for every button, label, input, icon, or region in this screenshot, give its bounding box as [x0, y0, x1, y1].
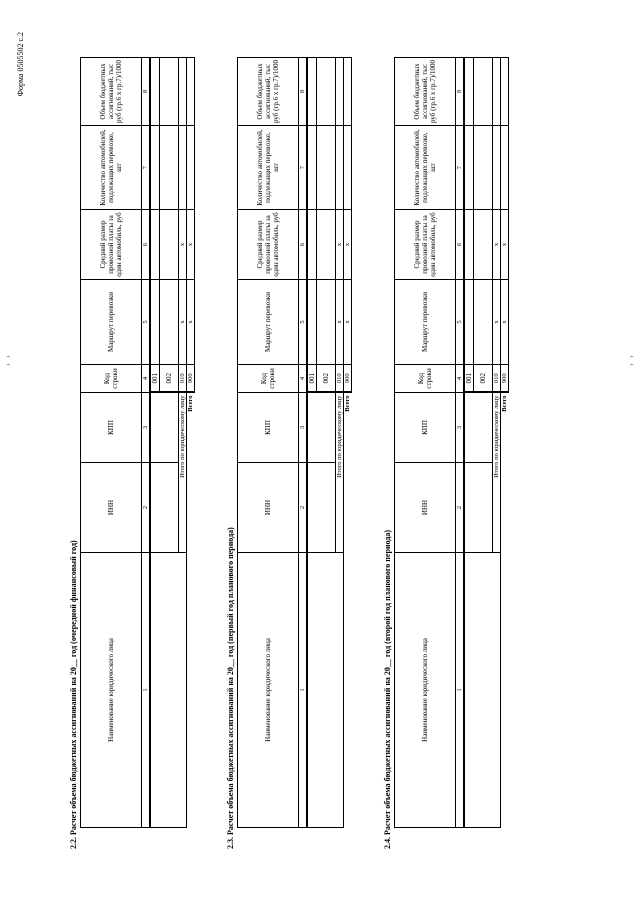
volume-cell[interactable] — [179, 58, 187, 126]
col-number: 4 — [299, 365, 308, 393]
count-cell[interactable] — [464, 126, 474, 210]
scan-mark — [630, 364, 633, 365]
col-number: 1 — [142, 553, 151, 828]
total-label: Итого по юридическому лицу — [336, 393, 344, 553]
x-mark: x — [344, 280, 352, 365]
row-code: 002 — [474, 365, 493, 393]
volume-cell[interactable] — [150, 58, 160, 126]
route-cell[interactable] — [307, 280, 317, 365]
route-cell[interactable] — [150, 280, 160, 365]
header-kpp: КПП — [395, 393, 456, 463]
col-number: 6 — [299, 210, 308, 280]
section-title: 2.4. Расчет объема бюджетных ассигнований на 20__ год (второй год планового периода) — [383, 530, 392, 849]
col-number: 8 — [456, 58, 465, 126]
form-code: Форма 0505502 с.2 — [16, 32, 25, 97]
count-cell[interactable] — [317, 126, 336, 210]
fee-cell[interactable] — [317, 210, 336, 280]
header-code: Код строки — [81, 365, 142, 393]
total-label: Итого по юридическому лицу — [493, 393, 501, 553]
grand-total-row — [501, 58, 509, 828]
fee-cell[interactable] — [474, 210, 493, 280]
header-car-count: Количество автомобилей, подлежащих перевозке, шт — [395, 126, 456, 210]
fee-cell[interactable] — [150, 210, 160, 280]
header-code: Код строки — [395, 365, 456, 393]
route-cell[interactable] — [464, 280, 474, 365]
volume-cell[interactable] — [160, 58, 179, 126]
scan-mark — [7, 364, 10, 365]
volume-cell[interactable] — [464, 58, 474, 126]
table-row — [150, 58, 160, 828]
grand-total-code: 900 — [501, 365, 509, 393]
header-avg-fee: Средний размер провозной платы за один автомобиль, руб — [395, 210, 456, 280]
count-cell[interactable] — [336, 126, 344, 210]
table-row — [307, 58, 317, 828]
grand-total-code: 900 — [187, 365, 195, 393]
count-cell[interactable] — [187, 126, 195, 210]
section-title: 2.2. Расчет объема бюджетных ассигнований на 20__ год (очередной финансовый год) — [69, 540, 78, 849]
col-number: 8 — [142, 58, 151, 126]
row-code: 002 — [160, 365, 179, 393]
name-cell[interactable] — [150, 553, 179, 828]
kpp-cell[interactable] — [464, 393, 493, 463]
scan-mark — [7, 356, 10, 357]
header-row — [81, 58, 142, 828]
count-cell[interactable] — [160, 126, 179, 210]
col-number: 5 — [299, 280, 308, 365]
table-row — [464, 58, 474, 828]
fee-cell[interactable] — [307, 210, 317, 280]
column-numbers-row — [456, 58, 465, 828]
col-number: 2 — [456, 463, 465, 553]
x-mark: x — [344, 210, 352, 280]
col-number: 6 — [456, 210, 465, 280]
total-code: 010 — [336, 365, 344, 393]
total-row — [179, 58, 187, 828]
inn-cell[interactable] — [464, 463, 493, 553]
header-route: Маршрут перевозки — [81, 280, 142, 365]
col-number: 7 — [456, 126, 465, 210]
header-avg-fee: Средний размер провозной платы за один автомобиль, руб — [81, 210, 142, 280]
header-row — [238, 58, 299, 828]
count-cell[interactable] — [344, 126, 352, 210]
grand-total-row — [344, 58, 352, 828]
fee-cell[interactable] — [160, 210, 179, 280]
row-code: 002 — [317, 365, 336, 393]
grand-total-code: 900 — [344, 365, 352, 393]
header-inn: ИНН — [238, 463, 299, 553]
grand-total-label: Всего — [501, 395, 509, 412]
total-row — [493, 58, 501, 828]
name-cell — [493, 553, 501, 828]
kpp-cell[interactable] — [307, 393, 336, 463]
header-route: Маршрут перевозки — [238, 280, 299, 365]
row-code: 001 — [150, 365, 160, 393]
col-number: 8 — [299, 58, 308, 126]
x-mark: x — [501, 280, 509, 365]
volume-cell[interactable] — [474, 58, 493, 126]
col-number: 6 — [142, 210, 151, 280]
kpp-cell[interactable] — [150, 393, 179, 463]
col-number: 7 — [299, 126, 308, 210]
grand-total-label: Всего — [344, 395, 352, 412]
x-mark: x — [336, 210, 344, 280]
x-mark: x — [187, 210, 195, 280]
header-name: Наименование юридического лица — [238, 553, 299, 828]
header-avg-fee: Средний размер провозной платы за один автомобиль, руб — [238, 210, 299, 280]
row-code: 001 — [307, 365, 317, 393]
grand-total-row — [187, 58, 195, 828]
blank — [501, 553, 509, 828]
col-number: 2 — [142, 463, 151, 553]
inn-cell[interactable] — [150, 463, 179, 553]
total-label: Итого по юридическому лицу — [179, 393, 187, 553]
volume-cell[interactable] — [307, 58, 317, 126]
col-number: 7 — [142, 126, 151, 210]
volume-cell[interactable] — [336, 58, 344, 126]
total-row — [336, 58, 344, 828]
count-cell[interactable] — [474, 126, 493, 210]
header-volume: Объем бюджетных ассигнований, тыс руб (гр.6 х гр.7)/1000 — [81, 58, 142, 126]
header-route: Маршрут перевозки — [395, 280, 456, 365]
header-row — [395, 58, 456, 828]
col-number: 1 — [299, 553, 308, 828]
name-cell — [179, 553, 187, 828]
volume-cell[interactable] — [317, 58, 336, 126]
x-mark: x — [336, 280, 344, 365]
blank — [187, 553, 195, 828]
col-number: 2 — [299, 463, 308, 553]
header-name: Наименование юридического лица — [395, 553, 456, 828]
x-mark: x — [187, 280, 195, 365]
header-volume: Объем бюджетных ассигнований, тыс руб (гр.6 х гр.7)/1000 — [238, 58, 299, 126]
x-mark: x — [501, 210, 509, 280]
column-numbers-row — [299, 58, 308, 828]
total-code: 010 — [493, 365, 501, 393]
header-inn: ИНН — [81, 463, 142, 553]
budget-table — [237, 57, 352, 828]
header-code: Код строки — [238, 365, 299, 393]
col-number: 4 — [456, 365, 465, 393]
inn-cell[interactable] — [307, 463, 336, 553]
row-code: 001 — [464, 365, 474, 393]
route-cell[interactable] — [474, 280, 493, 365]
header-car-count: Количество автомобилей, подлежащих перевозке, шт — [238, 126, 299, 210]
name-cell — [336, 553, 344, 828]
grand-total-label: Всего — [187, 395, 195, 412]
col-number: 3 — [456, 393, 465, 463]
volume-cell[interactable] — [187, 58, 195, 126]
col-number: 3 — [299, 393, 308, 463]
x-mark: x — [179, 280, 187, 365]
col-number: 5 — [456, 280, 465, 365]
budget-table — [80, 57, 195, 828]
name-cell[interactable] — [464, 553, 493, 828]
header-kpp: КПП — [238, 393, 299, 463]
count-cell[interactable] — [493, 126, 501, 210]
col-number: 5 — [142, 280, 151, 365]
name-cell[interactable] — [307, 553, 336, 828]
budget-table — [394, 57, 509, 828]
route-cell[interactable] — [317, 280, 336, 365]
count-cell[interactable] — [179, 126, 187, 210]
volume-cell[interactable] — [344, 58, 352, 126]
header-car-count: Количество автомобилей, подлежащих перевозке, шт — [81, 126, 142, 210]
scan-mark — [630, 356, 633, 357]
route-cell[interactable] — [160, 280, 179, 365]
col-number: 4 — [142, 365, 151, 393]
header-name: Наименование юридического лица — [81, 553, 142, 828]
count-cell[interactable] — [307, 126, 317, 210]
fee-cell[interactable] — [464, 210, 474, 280]
col-number: 1 — [456, 553, 465, 828]
x-mark: x — [493, 210, 501, 280]
total-code: 010 — [179, 365, 187, 393]
count-cell[interactable] — [150, 126, 160, 210]
section-title: 2.3. Расчет объема бюджетных ассигнований на 20__ год (первый год планового периода) — [226, 527, 235, 849]
header-inn: ИНН — [395, 463, 456, 553]
blank — [344, 553, 352, 828]
column-numbers-row — [142, 58, 151, 828]
volume-cell[interactable] — [501, 58, 509, 126]
header-kpp: КПП — [81, 393, 142, 463]
x-mark: x — [493, 280, 501, 365]
col-number: 3 — [142, 393, 151, 463]
x-mark: x — [179, 210, 187, 280]
volume-cell[interactable] — [493, 58, 501, 126]
count-cell[interactable] — [501, 126, 509, 210]
header-volume: Объем бюджетных ассигнований, тыс руб (гр.6 х гр.7)/1000 — [395, 58, 456, 126]
